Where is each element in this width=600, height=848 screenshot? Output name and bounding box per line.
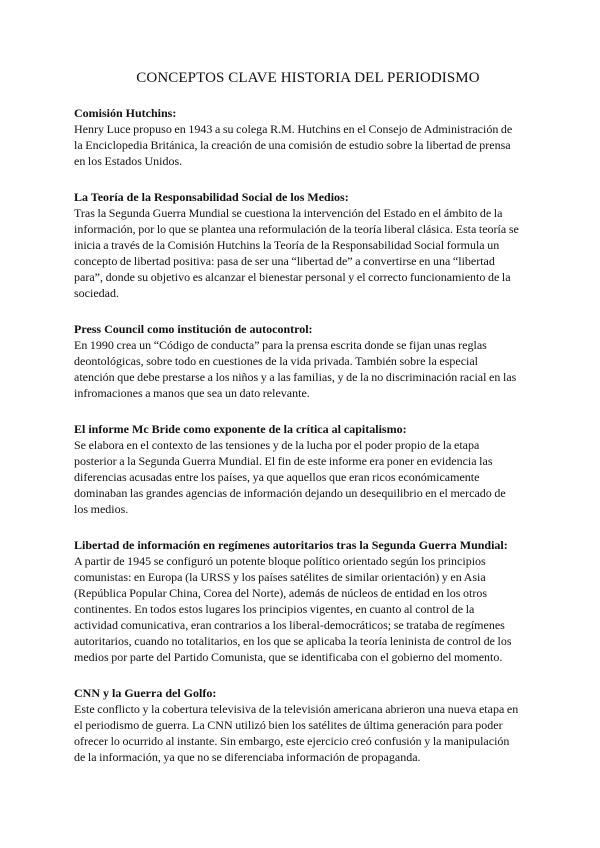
body-line: comunistas: en Europa (la URSS y los países satélites de similar orientación) y en Asia	[74, 570, 486, 584]
section-5	[74, 537, 530, 665]
body-line: (República Popular China, Corea del Norte), además de núcleos de entidad en los otros	[74, 586, 488, 600]
body-line: infromaciones a manos que sea un dato relevante.	[74, 386, 310, 400]
body-line: inicia a través de la Comisión Hutchins la Teoría de la Responsabilidad Social formula un	[74, 238, 500, 252]
body-line: atención que debe prestarse a los niños y a las familias, y de la no discriminación racial en las	[74, 370, 517, 384]
body-line: ofrecer lo ocurrido al instante. Sin embargo, este ejercicio creó confusión y la manipulación	[74, 734, 510, 748]
section-heading: Libertad de información en regímenes autoritarios tras la Segunda Guerra Mundial:	[74, 538, 508, 552]
body-line: posterior a la Segunda Guerra Mundial. El fin de este informe era poner en evidencia las	[74, 454, 493, 468]
body-line: autoritarios, cuando no totalitarios, en los que se aplicaba la teoría leninista de control de los	[74, 634, 512, 648]
body-line: en los Estados Unidos.	[74, 154, 183, 168]
section-heading: La Teoría de la Responsabilidad Social de los Medios:	[74, 190, 349, 204]
body-line: sociedad.	[74, 286, 119, 300]
body-line: Henry Luce propuso en 1943 a su colega R.M. Hutchins en el Consejo de Administración de	[74, 122, 513, 136]
section-body	[74, 205, 530, 301]
body-line: Este conflicto y la cobertura televisiva de la televisión americana abrieron una nueva etapa en	[74, 702, 519, 716]
body-line: información, por lo que se plantea una reformulación de la teoría liberal clásica. Esta teoría se	[74, 222, 519, 236]
section-heading: Press Council como institución de autocontrol:	[74, 322, 313, 336]
section-1	[74, 105, 530, 169]
body-line: la Enciclopedia Británica, la creación de una comisión de estudio sobre la libertad de prensa	[74, 138, 511, 152]
section-heading: El informe Mc Bride como exponente de la crítica al capitalismo:	[74, 422, 407, 436]
body-line: el periodismo de guerra. La CNN utilizó bien los satélites de última generación para poder	[74, 718, 503, 732]
section-body	[74, 437, 530, 517]
section-body	[74, 701, 530, 765]
section-3	[74, 321, 530, 401]
section-6	[74, 685, 530, 765]
body-line: continentes. En todos estos lugares los principios vigentes, en cuanto al control de la	[74, 602, 475, 616]
body-line: deontológicas, sobre todo en cuestiones de la vida privada. También sobre la especial	[74, 354, 479, 368]
body-line: los medios.	[74, 502, 129, 516]
section-heading: Comisión Hutchins:	[74, 106, 177, 120]
sections-container	[74, 105, 530, 765]
body-line: En 1990 crea un “Código de conducta” para la prensa escrita donde se fijan unas reglas	[74, 338, 487, 352]
body-line: de la información, ya que no se diferenciaba información de propaganda.	[74, 750, 421, 764]
body-line: diferencias acusadas entre los países, ya que aquellos que eran ricos económicamente	[74, 470, 480, 484]
body-line: para”, donde su objetivo es alcanzar el bienestar personal y el correcto funcionamiento de la	[74, 270, 511, 284]
body-line: A partir de 1945 se configuró un potente bloque político orientado según los principios	[74, 554, 486, 568]
section-body	[74, 121, 530, 169]
body-line: medios por parte del Partido Comunista, que se identificaba con el gobierno del momento.	[74, 650, 503, 664]
section-2	[74, 189, 530, 301]
body-line: Se elabora en el contexto de las tensiones y de la lucha por el poder propio de la etapa	[74, 438, 480, 452]
body-line: Tras la Segunda Guerra Mundial se cuestiona la intervención del Estado en el ámbito de la	[74, 206, 503, 220]
body-line: actividad comunicativa, eran contrarios a los liberal-democráticos; se trataba de regímenes	[74, 618, 505, 632]
document-title: CONCEPTOS CLAVE HISTORIA DEL PERIODISMO	[136, 70, 480, 86]
section-4	[74, 421, 530, 517]
section-body	[74, 553, 530, 665]
body-line: concepto de libertad positiva: pasa de ser una “libertad de” a convertirse en una “libertad	[74, 254, 495, 268]
document-page	[74, 0, 530, 785]
section-body	[74, 337, 530, 401]
section-heading: CNN y la Guerra del Golfo:	[74, 686, 217, 700]
body-line: dominaban las grandes agencias de información dejando un desequilibrio en el mercado de	[74, 486, 506, 500]
